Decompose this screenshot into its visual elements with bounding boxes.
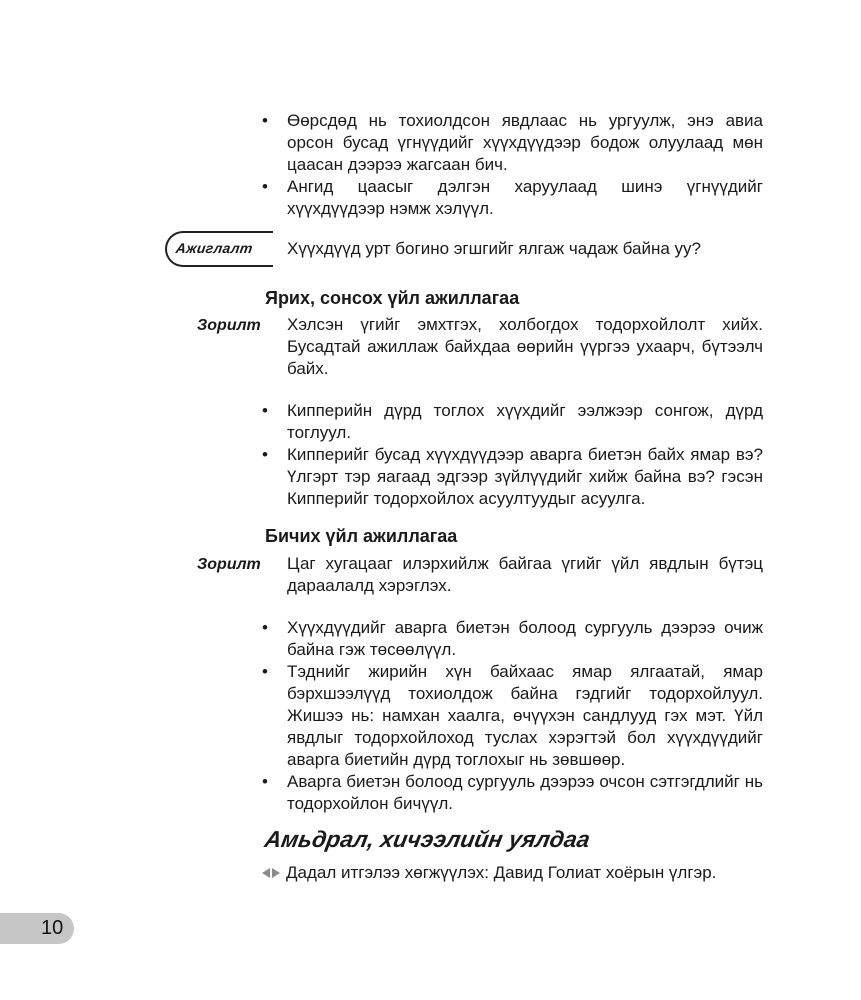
page-number: 10 [41,917,64,939]
intro-bullet-list [287,110,763,220]
list-item: • Ангид цаасыг дэлгэн харуулаад шинэ үгнүүдийг хүүхдүүдээр нэмж хэлүүл. [287,176,763,220]
writing-heading: Бичих үйл ажиллагаа [265,526,458,546]
speaking-goal-label: Зорилт [197,317,261,334]
list-item: • Хүүхдүүдийг аварга биетэн болоод сургууль дээрээ очиж байна гэж төсөөлүүл. [287,617,763,661]
speaking-bullet-list [287,400,763,510]
speaking-heading: Ярих, сонсох үйл ажиллагаа [265,288,520,308]
writing-goal-text: Цаг хугацааг илэрхийлж байгаа үгийг үйл явдлын бүтэц дараалалд хэрэглэх. [287,554,763,595]
cross-reference-text: Дадал итгэлээ хөгжүүлэх: Давид Голиат хоёрын үлгэр. [286,863,717,882]
list-item: • Тэднийг жирийн хүн байхаас ямар ялгаатай, ямар бэрхшээлүүд тохиолдож байна гэдгийг тодорхойлуул. Жишээ нь: намхан хаалга, өчүүхэн сандлууд гэх мэт. Үйл явдлыг тодорхойлоход туслах хэрэгтэй бол хүүхдүүдийг аварга биетийн дүрд тоглохыг нь зөвшөөр. [287,661,763,771]
observation-label: Ажиглалт [174,240,254,256]
speaking-goal-text: Хэлсэн үгийг эмхтгэх, холбогдох тодорхойлолт хийх. Бусадтай ажиллаж байхдаа өөрийн үүргээ ухаарч, бүтээлч байх. [287,315,763,378]
list-item: • Аварга биетэн болоод сургууль дээрээ очсон сэтгэгдлийг нь тодорхойлон бичүүл. [287,771,763,815]
list-item: • Кипперийн дүрд тоглох хүүхдийг ээлжээр сонгож, дүрд тоглуул. [287,400,763,444]
writing-goal-label: Зорилт [197,556,261,573]
observation-question: Хүүхдүүд урт богино эгшгийг ялгаж чадаж байна уу? [287,239,701,258]
list-item: • Кипперийг бусад хүүхдүүдээр аварга биетэн байх ямар вэ? Үлгэрт тэр яагаад эдгээр зүйлүүдийг хийж байна вэ? гэсэн Кипперийг тодорхойлох асуултуудыг асуулга. [287,444,763,510]
writing-bullet-list [287,617,763,815]
life-connection-heading: Амьдрал, хичээлийн уялдаа [262,826,593,852]
arrow-left-right-icon [262,868,280,878]
cross-reference [262,862,716,884]
list-item: • Өөрсдөд нь тохиолдсон явдлаас нь ургуулж, энэ авиа орсон бусад үгнүүдийг хүүхдүүдээр бодож олуулаад мөн цаасан дээрээ жагсаан бич. [287,110,763,176]
